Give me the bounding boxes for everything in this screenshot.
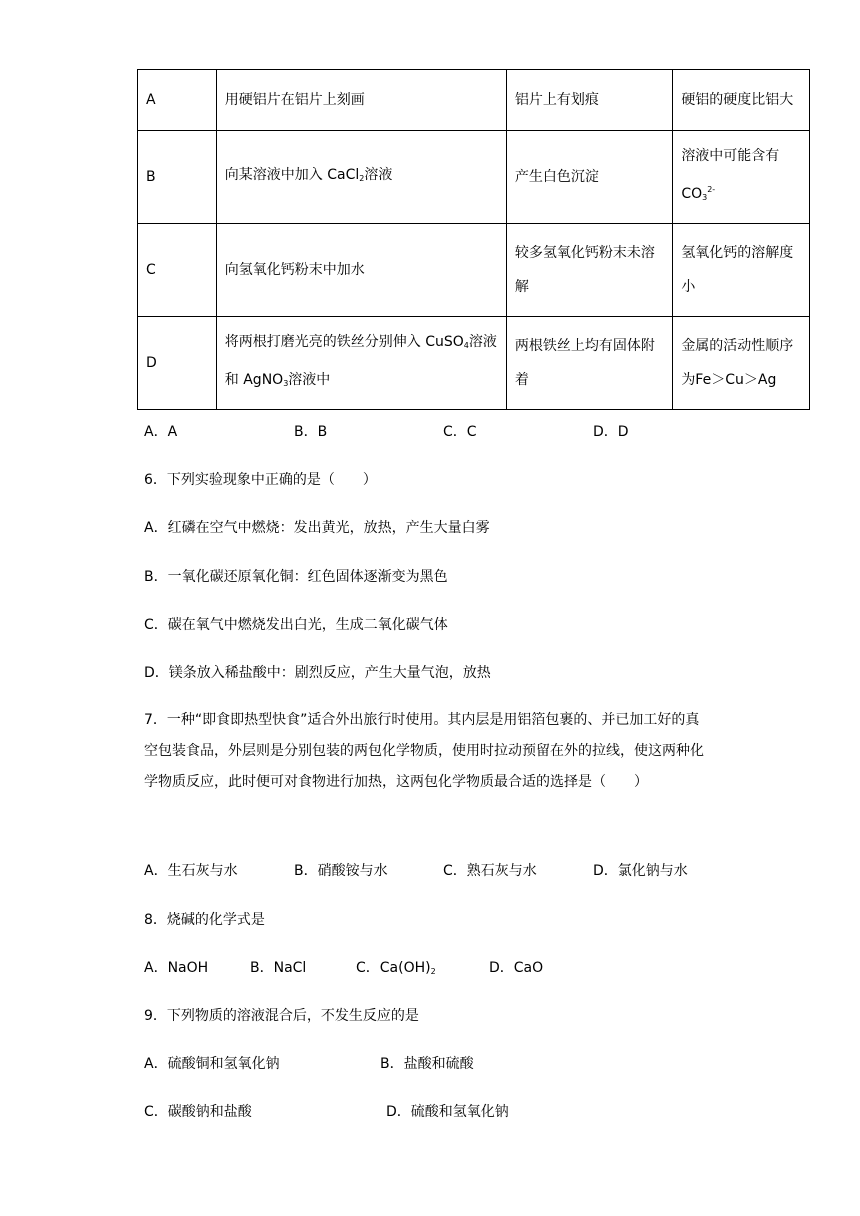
operation-text: 溶液中: [288, 372, 331, 388]
phenomenon-cell: 较多氢氧化钙粉末未溶解: [506, 224, 672, 317]
q8-stem: 8．烧碱的化学式是: [144, 912, 265, 928]
q8-option-b: B．NaCl: [250, 960, 307, 976]
q7-option-c: C．熟石灰与水: [443, 863, 537, 879]
q9-stem: 9．下列物质的溶液混合后，不发生反应的是: [144, 1008, 419, 1024]
row-letter: D: [138, 317, 217, 410]
phenomenon-cell: 两根铁丝上均有固体附着: [506, 317, 672, 410]
q6-stem: 6．下列实验现象中正确的是（ ）: [144, 472, 377, 488]
conclusion-cell: 硬铝的硬度比铝大: [673, 70, 810, 131]
q7-option-a: A．生石灰与水: [144, 863, 238, 879]
chem-formula: CO: [681, 186, 703, 202]
table-row: [138, 224, 810, 317]
superscript: 2-: [707, 185, 716, 194]
q6-option-d: D．镁条放入稀盐酸中：剧烈反应，产生大量气泡，放热: [144, 665, 491, 681]
experiment-table: [137, 69, 810, 410]
row-letter: C: [138, 224, 217, 317]
q9-option-c: C．碳酸钠和盐酸: [144, 1104, 252, 1120]
q6-option-c: C．碳在氧气中燃烧发出白光，生成二氧化碳气体: [144, 617, 448, 633]
operation-text: 向某溶液中加入 CaCl: [224, 167, 360, 183]
q5-option-b: B．B: [294, 424, 328, 440]
operation-cell: 用硬铝片在铝片上刻画: [216, 70, 506, 131]
table-row: [138, 70, 810, 131]
subscript: 2: [359, 174, 365, 183]
phenomenon-cell: 铝片上有划痕: [506, 70, 672, 131]
conclusion-cell: [673, 131, 810, 224]
table-row: [138, 317, 810, 410]
q9-option-b: B．盐酸和硫酸: [380, 1056, 474, 1072]
q5-option-c: C．C: [443, 424, 477, 440]
operation-text: 溶液: [364, 167, 393, 183]
q8-option-c-text: C．Ca(OH): [356, 960, 431, 976]
q7-option-b: B．硝酸铵与水: [294, 863, 388, 879]
q7-stem: 7．一种“即食即热型快食”适合外出旅行时使用。其内层是用铝箔包裹的、并已加工好的真空包装食品，外层则是分别包装的两包化学物质，使用时拉动预留在外的拉线，使这两种化学物质反应，此时便可对食物进行加热，这两包化学物质最合适的选择是（ ）: [144, 712, 704, 790]
row-letter: B: [138, 131, 217, 224]
q5-option-d: D．D: [593, 424, 629, 440]
q5-option-a: A．A: [144, 424, 178, 440]
q8-option-d: D．CaO: [489, 960, 544, 976]
operation-text: 溶液和 AgNO: [224, 334, 497, 388]
row-letter: A: [138, 70, 217, 131]
operation-cell: [216, 131, 506, 224]
q9-option-a: A．硫酸铜和氢氧化钠: [144, 1056, 280, 1072]
operation-cell: 向氢氧化钙粉末中加水: [216, 224, 506, 317]
subscript: 3: [702, 193, 708, 202]
operation-cell: [216, 317, 506, 410]
subscript: 4: [463, 341, 469, 350]
conclusion-cell: 氢氧化钙的溶解度小: [673, 224, 810, 317]
q8-option-c: [356, 957, 436, 977]
conclusion-text: 溶液中可能含有: [681, 148, 780, 164]
q6-option-b: B．一氧化碳还原氧化铜：红色固体逐渐变为黑色: [144, 569, 448, 585]
subscript: 2: [430, 967, 436, 976]
operation-text: 将两根打磨光亮的铁丝分别伸入 CuSO: [224, 334, 464, 350]
q9-option-d: D．硫酸和氢氧化钠: [386, 1104, 509, 1120]
table-row: [138, 131, 810, 224]
q8-option-a: A．NaOH: [144, 960, 209, 976]
conclusion-cell: 金属的活动性顺序为Fe＞Cu＞Ag: [673, 317, 810, 410]
q7-option-d: D．氯化钠与水: [593, 863, 688, 879]
q6-option-a: A．红磷在空气中燃烧：发出黄光，放热，产生大量白雾: [144, 520, 490, 536]
phenomenon-cell: 产生白色沉淀: [506, 131, 672, 224]
subscript: 3: [283, 379, 289, 388]
